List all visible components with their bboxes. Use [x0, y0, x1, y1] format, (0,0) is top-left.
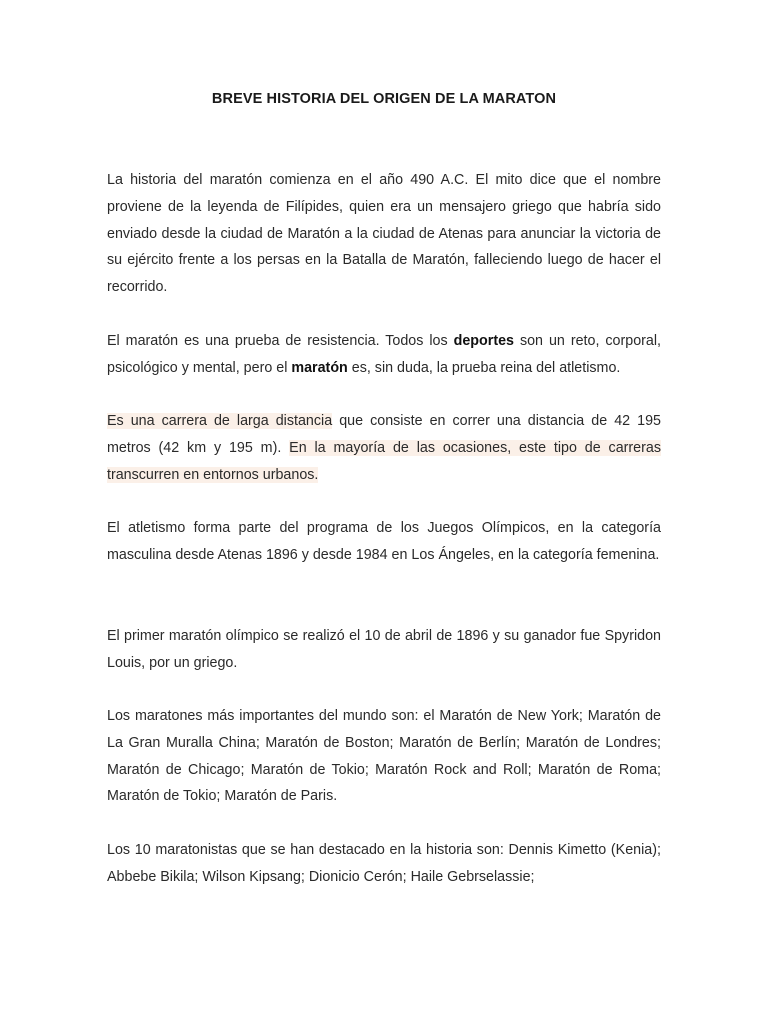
paragraph-distance-text-b: que consiste en correr una distancia de 42 195 metros (42 km y 195 m).	[107, 413, 661, 456]
paragraph-resistance-text-a: El maratón es una prueba de resistencia. Todos los	[107, 333, 454, 349]
bold-deportes: deportes	[453, 333, 514, 349]
paragraph-distance	[107, 408, 661, 488]
paragraph-olympics: El atletismo forma parte del programa de los Juegos Olímpicos, en la categoría masculina desde Atenas 1896 y desde 1984 en Los Ángeles, en la categoría femenina.	[107, 520, 661, 563]
document-title: BREVE HISTORIA DEL ORIGEN DE LA MARATON	[211, 91, 557, 107]
paragraph-origin: La historia del maratón comienza en el año 490 A.C. El mito dice que el nombre proviene de la leyenda de Filípides, quien era un mensajero griego que habría sido enviado desde la ciudad de Maratón a la ciudad de Atenas para anunciar la victoria de su ejército frente a los persas en la Batalla de Maratón, falleciendo luego de hacer el recorrido.	[107, 172, 661, 296]
highlight-long-distance: Es una carrera de larga distancia	[107, 413, 333, 429]
paragraph-resistance	[107, 328, 661, 382]
paragraph-first-marathon: El primer maratón olímpico se realizó el 10 de abril de 1896 y su ganador fue Spyridon Louis, por un griego.	[107, 628, 661, 671]
paragraph-resistance-text-d: es, sin duda, la prueba reina del atletismo.	[347, 359, 621, 376]
paragraph-athletes: Los 10 maratonistas que se han destacado en la historia son: Dennis Kimetto (Kenia); Abbebe Bikila; Wilson Kipsang; Dionicio Cerón; Haile Gebrselassie;	[107, 842, 661, 885]
bold-maraton: maratón	[291, 359, 348, 376]
paragraph-important-marathons: Los maratones más importantes del mundo son: el Maratón de New York; Maratón de La Gran Muralla China; Maratón de Boston; Maratón de Berlín; Maratón de Londres; Maratón de Chicago; Maratón de Tokio; Maratón Rock and Roll; Maratón de Roma; Maratón de Tokio; Maratón de Paris.	[107, 708, 661, 805]
highlight-urban: En la mayoría de las ocasiones, este tipo de carreras transcurren en entornos urbanos.	[107, 439, 661, 483]
paragraph-resistance-text-c: son un reto, corporal, psicológico y mental, pero el	[107, 333, 662, 376]
